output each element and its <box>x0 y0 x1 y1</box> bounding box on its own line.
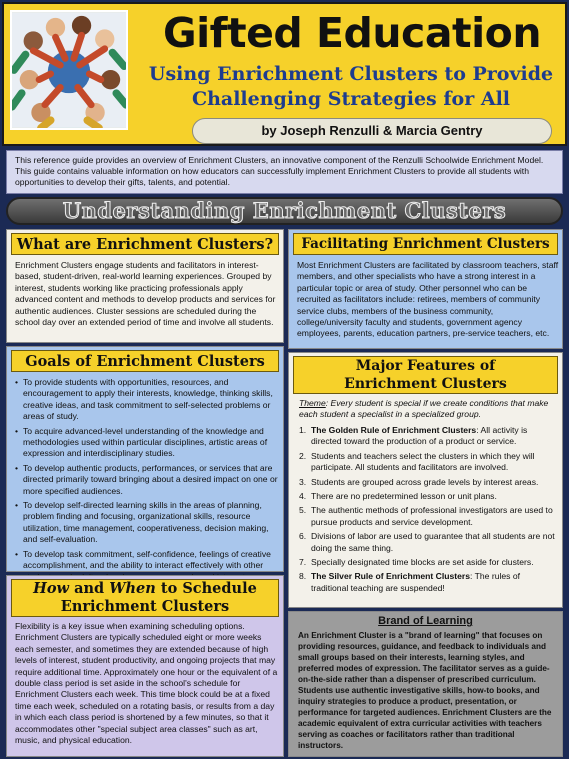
schedule-title-line-2: Enrichment Clusters <box>60 598 230 615</box>
schedule-section <box>6 575 284 757</box>
subtitle-line-1: Using Enrichment Clusters to Provide <box>148 63 554 85</box>
features-item: 5. The authentic methods of professional investigators are used to pursue products and service development. <box>299 505 553 527</box>
what-are-text: Enrichment Clusters engage students and facilitators in interest-based, student-driven, real-world learning experiences. Grouped by interest, students working like practicing professionals apply advanced content and methods to develop products and services for authentic audiences. Cluster sessions are scheduled during the school day over an extended period of time and involve all students. <box>15 260 276 328</box>
features-item: 4. There are no predetermined lesson or unit plans. <box>299 491 497 502</box>
what-are-section <box>6 229 284 343</box>
features-theme-text: : Every student is special if we create conditions that make each student a specialist in a specialized group. <box>299 398 549 420</box>
features-item: 8. The Silver Rule of Enrichment Clusters: The rules of traditional teaching are suspended! <box>299 571 521 593</box>
features-title-line-1: Major Features of <box>355 358 496 374</box>
features-title <box>293 356 558 394</box>
features-list <box>299 425 557 597</box>
section-banner: Understanding Enrichment Clusters <box>6 197 563 225</box>
page-title: Gifted Education <box>162 9 542 57</box>
features-theme <box>299 398 557 421</box>
facilitating-title: Facilitating Enrichment Clusters <box>293 233 558 255</box>
goals-list <box>15 377 279 586</box>
brand-text: An Enrichment Cluster is a "brand of learning" that focuses on providing resources, guidance, and feedback to individuals and small groups based on their interests, learning styles, and preferred modes of expression. The facilitator serves as a guide-on-the-side rather than a dispenser of prescribed curriculum. Students use authentic investigative skills, how-to books, and inquiry strategies to produce a product, presentation, or performance for targeted audiences. Enrichment Clusters are the academic equivalent of extra curricular activities with teachers serving as coaches or facilitators rather than traditional instructors. <box>298 631 552 750</box>
features-item: 7. Specially designated time blocks are set aside for clusters. <box>299 557 534 568</box>
what-are-title: What are Enrichment Clusters? <box>11 233 279 255</box>
schedule-title-and: and <box>74 580 105 597</box>
header <box>2 2 567 146</box>
students-photo-illustration <box>12 12 126 128</box>
goals-item-2: • To acquire advanced-level understanding of the knowledge and methodologies used within particular disciplines, artistic areas of expression and interdisciplinary studies. <box>15 426 279 460</box>
brand-section <box>288 611 563 757</box>
goals-item-3: • To develop authentic products, performances, or services that are directed primarily toward bringing about a desired impact on one or more specified audiences. <box>15 463 279 497</box>
goals-item-1: • To provide students with opportunities, resources, and encouragement to apply their interests, knowledge, thinking skills, creative ideas, and task commitment to self-selected problems or areas of study. <box>15 377 279 423</box>
schedule-title <box>11 579 279 617</box>
features-title-line-2: Enrichment Clusters <box>344 376 507 392</box>
brand-title: Brand of Learning <box>378 615 473 627</box>
features-item: 6. Divisions of labor are used to guarantee that all students are not doing the same thing. <box>299 531 555 553</box>
facilitating-text: Most Enrichment Clusters are facilitated by classroom teachers, staff members, and other specialists who have a strong interest in a particular topic or area of study. Other personnel who can be recruited as facilitators include: retirees, members of community service clubs, members of the business community, college/university faculty and students, government agency employees, parents, education partners, pre-service teachers, etc. <box>297 260 559 339</box>
intro-paragraph: This reference guide provides an overview of Enrichment Clusters, an innovative component of the Renzulli Schoolwide Enrichment Model. This guide contains valuable information on how educators can successfully implement Enrichment Clusters to provide all students with opportunities to develop their gifts, talents, and potential. <box>6 150 563 194</box>
features-section <box>288 352 563 608</box>
goals-title: Goals of Enrichment Clusters <box>11 350 279 372</box>
schedule-text: Flexibility is a key issue when examining scheduling options. Enrichment Clusters are typically scheduled eight or more weeks each semester, and sometimes they are extended because of high levels of interest, student productivity, and ongoing projects that may require additional time. Approximately one hour or the equivalent of a double class period is set aside in the school's schedule for Enrichment Clusters each week. This time block could be at a fixed time each week, scheduled on a rotating basis, or results from a day in which each class period is shortened by a few minutes, so that it accommodates other "special subject area classes" such as art, music, and physical education. <box>15 621 278 746</box>
schedule-title-when: When <box>109 580 156 597</box>
goals-section <box>6 346 284 572</box>
goals-item-4: • To develop self-directed learning skills in the areas of planning, problem finding and focusing, organizational skills, resource utilization, time management, cooperativeness, decision making, and self-evaluation. <box>15 500 279 546</box>
features-item: 2. Students and teachers select the clusters in which they will participate. All students and facilitators are involved. <box>299 450 535 473</box>
features-item: 1. The Golden Rule of Enrichment Clusters: All activity is directed toward the production of a product or service. <box>299 425 528 447</box>
schedule-title-how: How <box>33 580 70 597</box>
students-huddle-photo <box>10 10 128 130</box>
features-theme-label: Theme <box>299 398 326 408</box>
page-subtitle <box>136 62 566 112</box>
schedule-title-line-1 <box>12 580 278 598</box>
features-item: 3. Students are grouped across grade levels by interest areas. <box>299 476 539 487</box>
subtitle-line-2: Challenging Strategies for All <box>191 88 511 110</box>
authors-bar: by Joseph Renzulli & Marcia Gentry <box>192 118 552 144</box>
goals-item-5: • To develop task commitment, self-confidence, feelings of creative accomplishment, and the ability to interact effectively with other <box>15 549 279 583</box>
schedule-title-rest: to Schedule <box>160 580 257 597</box>
facilitating-section <box>288 229 563 349</box>
